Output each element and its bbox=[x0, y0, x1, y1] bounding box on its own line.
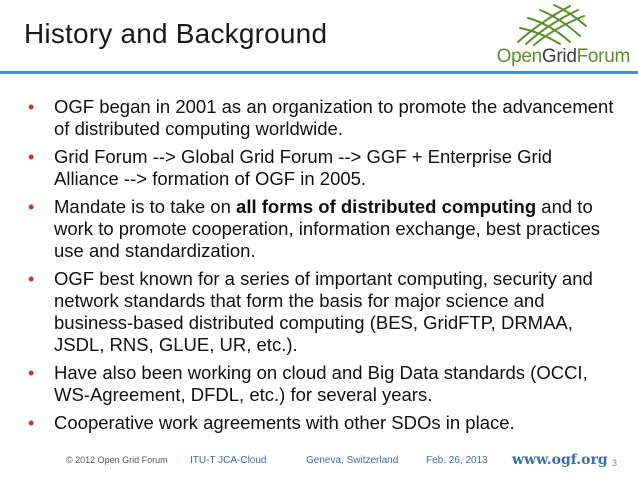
bullet-text: OGF best known for a series of important computing, security and network standards that form the basis for major science and business-based distributed computing (BES, GridFTP, DRMAA, JSDL, RNS, GLUE, UR, etc.). bbox=[54, 268, 593, 355]
bullet-text-bold: all forms of distributed computing bbox=[236, 196, 537, 217]
bullet-item bbox=[28, 268, 618, 356]
bullet-dot-icon: • bbox=[28, 197, 35, 217]
bullet-dot-icon: • bbox=[28, 269, 35, 289]
footer-event: ITU-T JCA-Cloud bbox=[190, 455, 267, 466]
slide-title: History and Background bbox=[24, 18, 328, 49]
bullet-list bbox=[28, 96, 618, 440]
bullet-text: OGF began in 2001 as an organization to promote the advancement of distributed computing worldwide. bbox=[54, 96, 614, 139]
bullet-dot-icon: • bbox=[28, 147, 35, 167]
footer-url-link[interactable]: www.ogf.org bbox=[512, 452, 608, 468]
bullet-item bbox=[28, 96, 618, 140]
footer-date: Feb. 26, 2013 bbox=[426, 455, 488, 466]
logo-word-grid: Grid bbox=[541, 46, 577, 67]
bullet-item bbox=[28, 146, 618, 190]
bullet-text-pre: Mandate is to take on bbox=[54, 196, 237, 217]
bullet-text-post: and to work to promote cooperation, information exchange, best practices use and standardization. bbox=[54, 196, 601, 261]
bullet-text: Grid Forum --> Global Grid Forum --> GGF + Enterprise Grid Alliance --> formation of OGF in 2005. bbox=[54, 146, 553, 189]
grid-globe-icon bbox=[510, 2, 590, 46]
footer-location: Geneva, Switzerland bbox=[306, 455, 399, 466]
bullet-text: Have also been working on cloud and Big Data standards (OCCI, WS-Agreement, DFDL, etc.) for several years. bbox=[54, 362, 588, 405]
bullet-item bbox=[28, 196, 618, 262]
page-number: 3 bbox=[612, 458, 618, 468]
logo-word-open: Open bbox=[496, 46, 542, 67]
bullet-dot-icon: • bbox=[28, 97, 35, 117]
bullet-dot-icon: • bbox=[28, 363, 35, 383]
ogf-logo bbox=[470, 2, 630, 70]
bullet-dot-icon: • bbox=[28, 413, 35, 433]
footer-copyright: © 2012 Open Grid Forum bbox=[66, 455, 168, 465]
title-divider bbox=[0, 71, 638, 74]
bullet-item bbox=[28, 362, 618, 406]
logo-wordmark bbox=[470, 46, 630, 68]
logo-word-forum: Forum bbox=[576, 46, 630, 67]
bullet-item bbox=[28, 412, 618, 434]
slide-footer bbox=[0, 452, 638, 472]
bullet-text: Cooperative work agreements with other SDOs in place. bbox=[54, 412, 515, 433]
